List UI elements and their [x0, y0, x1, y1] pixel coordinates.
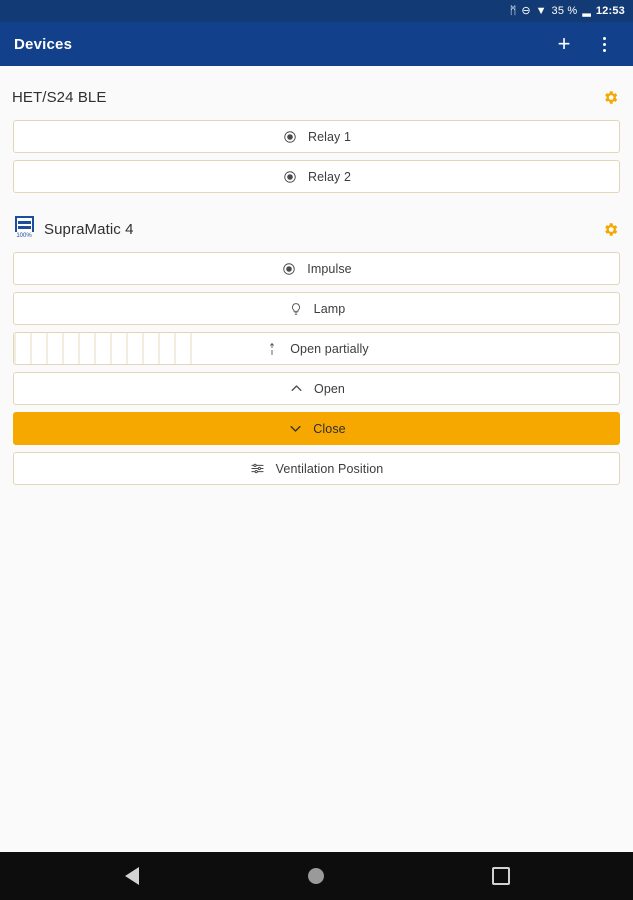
command-button-label: Lamp: [313, 301, 346, 316]
command-button-open[interactable]: [13, 372, 620, 405]
lamp-icon: [288, 301, 304, 317]
home-icon: [308, 868, 324, 884]
battery-percentage: 35 %: [551, 5, 578, 17]
partial-progress-strip: [14, 333, 206, 364]
device-group-header: [0, 200, 633, 252]
device-group-buttons: [0, 252, 633, 485]
bluetooth-icon: ᛗ: [509, 4, 517, 17]
device-group-header: [0, 68, 633, 120]
command-button-lamp[interactable]: [13, 292, 620, 325]
battery-icon: ▂: [582, 4, 591, 17]
command-button-label: Relay 2: [307, 169, 352, 184]
nav-recents-button[interactable]: [471, 852, 531, 900]
command-button-label: Ventilation Position: [275, 461, 384, 476]
radio-dot-icon: [282, 169, 298, 185]
status-clock: 12:53: [595, 5, 625, 17]
recents-icon: [492, 867, 510, 885]
page-title: Devices: [14, 35, 73, 53]
back-icon: [125, 867, 139, 885]
app-bar: [0, 22, 633, 66]
open-partially-icon: [264, 341, 280, 357]
command-button-relay-2[interactable]: [13, 160, 620, 193]
nav-back-button[interactable]: [102, 852, 162, 900]
status-bar: [0, 0, 633, 22]
app-bar-actions: [553, 33, 619, 55]
radio-dot-icon: [282, 129, 298, 145]
device-group-buttons: [0, 120, 633, 193]
command-button-label: Close: [313, 421, 346, 436]
command-button-open-partially[interactable]: [13, 332, 620, 365]
command-button-label: Open: [314, 381, 345, 396]
overflow-menu-button[interactable]: [593, 33, 615, 55]
system-navigation-bar: [0, 852, 633, 900]
gear-icon[interactable]: [601, 88, 619, 106]
garage-door-icon: [12, 216, 36, 242]
command-button-label: Impulse: [307, 261, 352, 276]
gear-icon[interactable]: [601, 220, 619, 238]
device-group-name: SupraMatic 4: [44, 220, 134, 238]
wifi-icon: ▼: [535, 4, 547, 17]
command-button-label: Relay 1: [307, 129, 352, 144]
device-list: [0, 66, 633, 852]
command-button-ventilation-position[interactable]: [13, 452, 620, 485]
device-percentage: 100%: [16, 233, 32, 239]
command-button-relay-1[interactable]: [13, 120, 620, 153]
radio-dot-icon: [281, 261, 297, 277]
command-button-impulse[interactable]: [13, 252, 620, 285]
kebab-icon: [603, 34, 606, 54]
command-button-label: Open partially: [290, 341, 369, 356]
chevron-down-icon: [287, 421, 303, 437]
do-not-disturb-icon: ⊖: [521, 4, 531, 17]
nav-home-button[interactable]: [286, 852, 346, 900]
add-device-button[interactable]: [553, 33, 575, 55]
chevron-up-icon: [288, 381, 304, 397]
ventilation-icon: [250, 461, 266, 477]
command-button-close[interactable]: [13, 412, 620, 445]
plus-icon: +: [557, 31, 571, 56]
device-group-name: HET/S24 BLE: [12, 88, 107, 106]
